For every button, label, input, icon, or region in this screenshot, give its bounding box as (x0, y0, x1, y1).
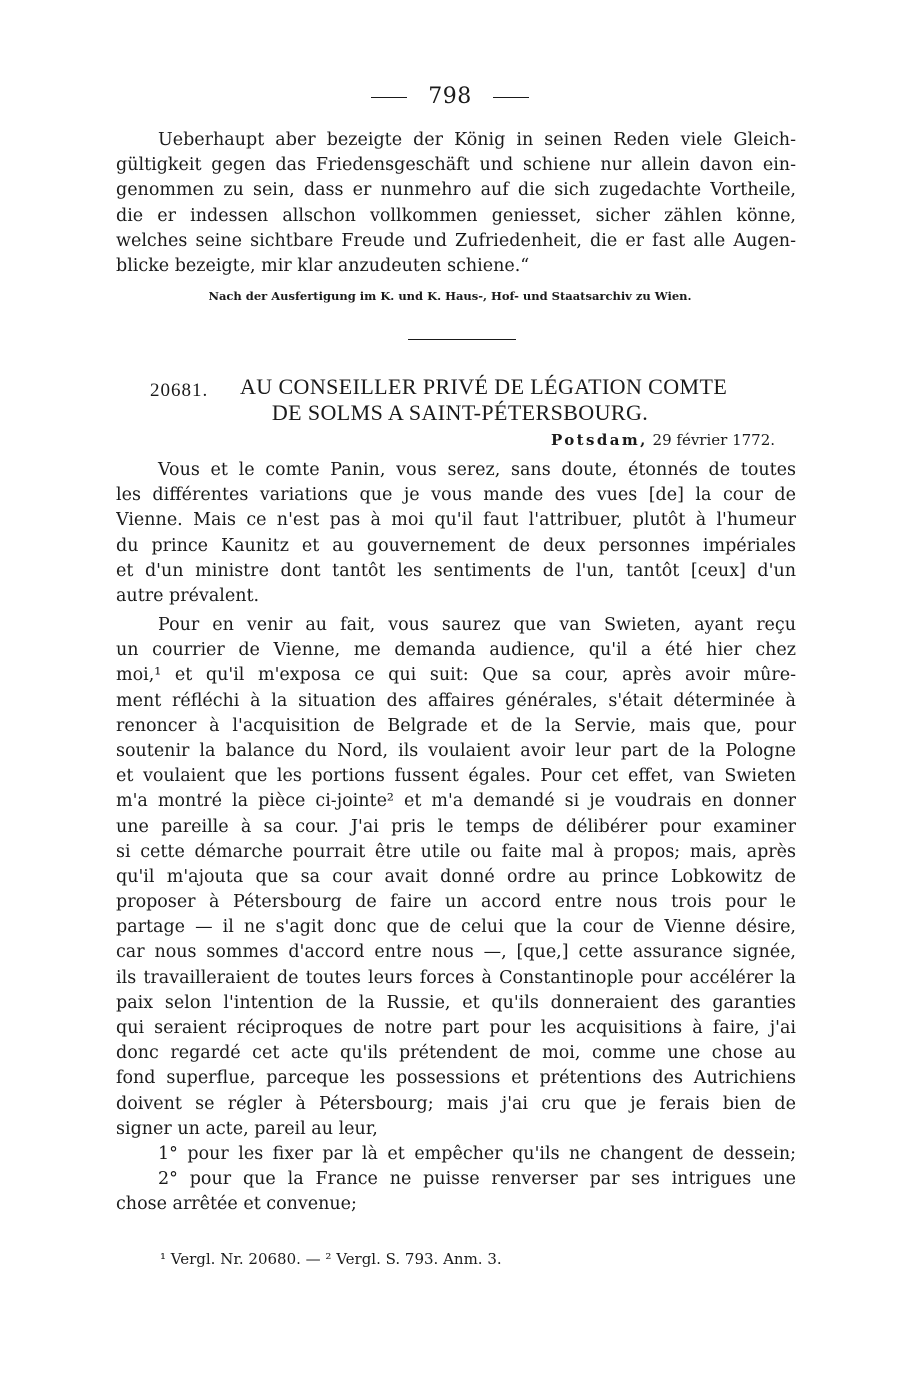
text-line: Vienne. Mais ce n'est pas à moi qu'il faut l'attribuer, plutôt à l'humeur (116, 510, 796, 531)
text-line: die er indessen allschon vollkommen geniesset, sicher zählen könne, (116, 205, 796, 226)
text-line: Pour en venir au fait, vous saurez que van Swieten, ayant reçu (158, 615, 796, 635)
text-line: autre prévalent. (116, 585, 260, 606)
text-line: qu'il m'ajouta que sa cour avait donné ordre au prince Lobkowitz de (116, 866, 796, 887)
text-line: du prince Kaunitz et au gouvernement de deux personnes impériales (116, 535, 796, 556)
text-line: ment réfléchi à la situation des affaires générales, s'était déterminée à (116, 690, 796, 711)
text-line: un courrier de Vienne, me demanda audience, qu'il a été hier chez (116, 640, 796, 661)
text-line: welches seine sichtbare Freude und Zufriedenheit, die er fast alle Augen- (116, 230, 796, 251)
letter-paragraph-2 (116, 613, 796, 1218)
text-line: Ueberhaupt aber bezeigte der König in seinen Reden viele Gleich- (158, 130, 796, 150)
page-number: 798 (428, 84, 472, 109)
text-line: une pareille à sa cour. J'ai pris le temps de délibérer pour examiner (116, 816, 796, 837)
text-line: proposer à Pétersbourg de faire un accord entre nous trois pour le (116, 892, 796, 913)
dateline (551, 431, 775, 449)
numbered-item-1: 1° pour les fixer par là et empêcher qu'ils ne changent de dessein; (158, 1143, 796, 1164)
text-line: blicke bezeigte, mir klar anzudeuten schiene.“ (116, 255, 530, 276)
text-line: fond superflue, parceque les possessions et prétentions des Autrichiens (116, 1068, 796, 1089)
text-line: car nous sommes d'accord entre nous —, [que,] cette assurance signée, (116, 942, 796, 963)
text-line: moi,¹ et qu'il m'exposa ce qui suit: Que sa cour, après avoir mûre- (116, 665, 796, 686)
letter-title-line-1: AU CONSEILLER PRIVÉ DE LÉGATION COMTE (240, 374, 728, 399)
text-line: ils travailleraient de toutes leurs forces à Constantinople pour accélérer la (116, 967, 796, 988)
letter-number: 20681. (150, 380, 209, 401)
dateline-place: Potsdam, (551, 431, 648, 449)
header-dash-right (493, 97, 529, 98)
text-line: renoncer à l'acquisition de Belgrade et de la Servie, mais que, pour (116, 715, 796, 736)
dateline-date: 29 février 1772. (652, 431, 776, 449)
header-dash-left (371, 97, 407, 98)
text-line: paix selon l'intention de la Russie, et qu'ils donneraient des garanties (116, 992, 796, 1013)
text-line: doivent se régler à Pétersbourg; mais j'ai cru que je ferais bien de (116, 1093, 796, 1114)
text-line: soutenir la balance du Nord, ils voulaient avoir leur part de la Pologne (116, 740, 796, 761)
section-divider (408, 339, 516, 340)
source-note: Nach der Ausfertigung im K. und K. Haus-, Hof- und Staatsarchiv zu Wien. (208, 289, 692, 303)
text-line: si cette démarche pourrait être utile ou faite mal à propos; mais, après (116, 841, 796, 862)
letter-paragraph-1 (116, 458, 796, 609)
numbered-item-2: 2° pour que la France ne puisse renverser par ses intrigues une (158, 1169, 796, 1190)
intro-paragraph (116, 128, 796, 279)
text-line: donc regardé cet acte qu'ils prétendent de moi, comme une chose au (116, 1043, 796, 1064)
letter-title-line-2: DE SOLMS A SAINT-PÉTERSBOURG. (271, 400, 649, 425)
text-line: chose arrêtée et convenue; (116, 1194, 357, 1215)
page-number-header (0, 84, 900, 109)
text-line: et d'un ministre dont tantôt les sentiments de l'un, tantôt [ceux] d'un (116, 560, 796, 581)
text-line: partage — il ne s'agit donc que de celui que la cour de Vienne désire, (116, 917, 796, 938)
text-line: Vous et le comte Panin, vous serez, sans doute, étonnés de toutes (158, 460, 796, 480)
text-line: m'a montré la pièce ci-jointe² et m'a demandé si je voudrais en donner (116, 791, 796, 812)
text-line: signer un acte, pareil au leur, (116, 1118, 378, 1139)
text-line: gültigkeit gegen das Friedensgeschäft und schiene nur allein davon ein- (116, 155, 796, 176)
text-line: qui seraient réciproques de notre part pour les acquisitions à faire, j'ai (116, 1018, 796, 1038)
text-line: les différentes variations que je vous mande des vues [de] la cour de (116, 485, 796, 506)
footnotes: ¹ Vergl. Nr. 20680. — ² Vergl. S. 793. Anm. 3. (160, 1250, 502, 1268)
text-line: et voulaient que les portions fussent égales. Pour cet effet, van Swieten (116, 766, 796, 787)
text-line: genommen zu sein, dass er nunmehro auf die sich zugedachte Vortheile, (116, 180, 796, 201)
